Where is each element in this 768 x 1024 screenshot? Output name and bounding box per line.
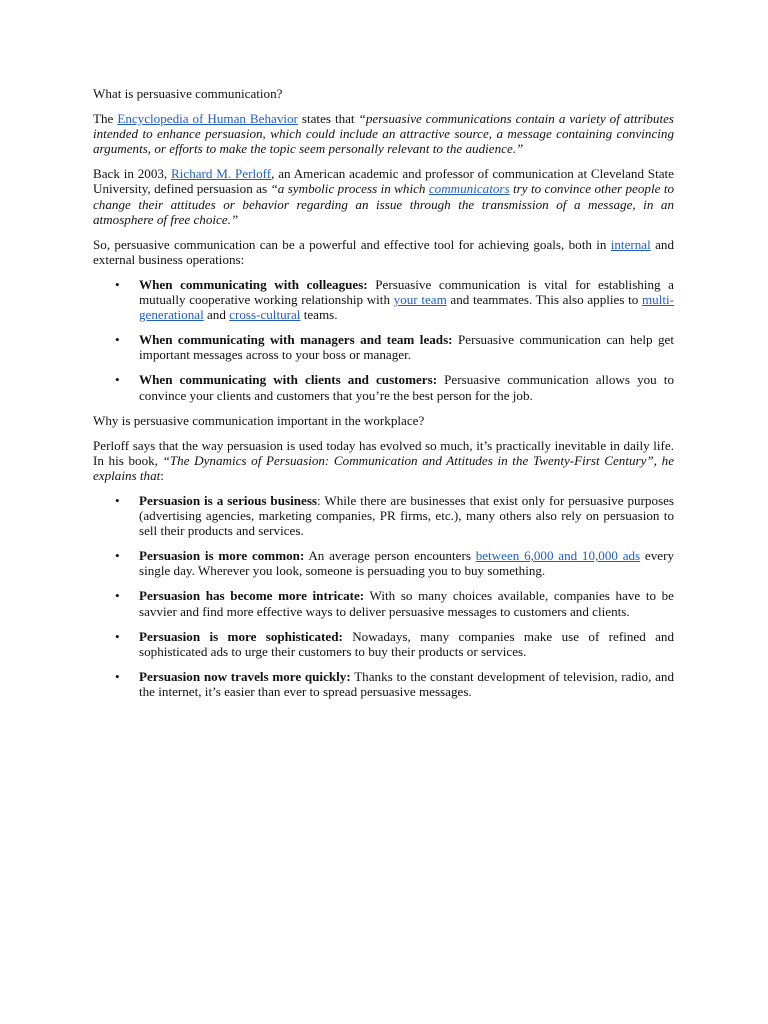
link-multi-generational[interactable]: multi-generational	[139, 292, 674, 323]
bullet-icon: •	[115, 628, 120, 644]
link-internal[interactable]: internal	[610, 236, 651, 252]
paragraph-perloff-definition: Back in 2003, Richard M. Perloff, an American academic and professor of communication at Cleveland State University, defined persuasion as “a symbolic process in which communicators try to convince other people to change their attitudes or behavior regarding an issue through the transmission of a message, in an atmosphere of free choice.”	[93, 166, 674, 227]
list-item-more-sophisticated: • Persuasion is more sophisticated: Nowadays, many companies make use of refined and sophisticated ads to urge their customers to buy their products or services.	[115, 628, 674, 659]
paragraph-encyclopedia-definition: The Encyclopedia of Human Behavior states that “persuasive communications contain a variety of attributes intended to enhance persuasion, which could include an attractive source, a message containing convincing arguments, or efforts to make the topic seem personally relevant to the audience.”	[93, 111, 674, 157]
bullet-icon: •	[115, 332, 120, 348]
link-richard-m-perloff[interactable]: Richard M. Perloff	[171, 166, 272, 182]
bullet-icon: •	[115, 492, 120, 508]
bullet-icon: •	[115, 548, 120, 564]
list-item-managers: • When communicating with managers and team leads: Persuasive communication can help get important messages across to your boss or manager.	[115, 332, 674, 363]
list-item-more-intricate: • Persuasion has become more intricate: With so many choices available, companies have to be savvier and find more effective ways to deliver persuasive messages to customers and clients.	[115, 588, 674, 619]
link-your-team[interactable]: your team	[393, 292, 447, 308]
link-encyclopedia-of-human-behavior[interactable]: Encyclopedia of Human Behavior	[117, 111, 298, 127]
paragraph-powerful-tool: So, persuasive communication can be a powerful and effective tool for achieving goals, both in internal and external business operations:	[93, 236, 674, 267]
bullet-icon: •	[115, 276, 120, 292]
list-item-colleagues: • When communicating with colleagues: Persuasive communication is vital for establishing a mutually cooperative working relationship with your team and teammates. This also applies to multi-generational and cross-cultural teams.	[115, 276, 674, 323]
quote-encyclopedia: “persuasive communications contain a variety of attributes intended to enhance persuasion, which could include an attractive source, a message containing convincing arguments, or efforts to make the topic seem personally relevant to the audience.”	[93, 111, 674, 157]
document-body	[93, 86, 674, 709]
quote-perloff-b: try to convince other people to change their attitudes or behavior regarding an issue through the transmission of a message, in an atmosphere of free choice.”	[93, 181, 674, 227]
heading-why-important: Why is persuasive communication important in the workplace?	[93, 412, 425, 428]
list-item-clients: • When communicating with clients and customers: Persuasive communication allows you to convince your clients and customers that you’re the best person for the job.	[115, 372, 674, 403]
bullet-icon: •	[115, 372, 120, 388]
heading-what-is-persuasive-communication: What is persuasive communication?	[93, 86, 283, 101]
list-communication-contexts	[93, 277, 674, 403]
quote-perloff-a: “a symbolic process in which	[270, 181, 429, 197]
link-communicators[interactable]: communicators	[428, 181, 510, 197]
link-ads-per-day[interactable]: between 6,000 and 10,000 ads	[475, 548, 641, 564]
bullet-icon: •	[115, 668, 120, 684]
list-item-travels-quickly: • Persuasion now travels more quickly: Thanks to the constant development of television, radio, and the internet, it’s easier than ever to spread persuasive messages.	[115, 668, 675, 699]
book-title: “The Dynamics of Persuasion: Communication and Attitudes in the Twenty-First Century”, he explains that	[93, 452, 675, 483]
list-persuasion-facts	[93, 493, 674, 699]
list-item-more-common: • Persuasion is more common: An average person encounters between 6,000 and 10,000 ads every single day. Wherever you look, someone is persuading you to buy something.	[115, 548, 674, 579]
paragraph-perloff-book: Perloff says that the way persuasion is used today has evolved so much, it’s practically inevitable in daily life. In his book, “The Dynamics of Persuasion: Communication and Attitudes in the Twenty-First Century”, he explains that:	[93, 437, 675, 483]
bullet-icon: •	[115, 588, 120, 604]
list-item-serious-business: • Persuasion is a serious business: While there are businesses that exist only for persuasive purposes (advertising agencies, marketing companies, PR firms, etc.), many others also rely on persuasion to sell their products and services.	[115, 492, 674, 539]
link-cross-cultural[interactable]: cross-cultural	[229, 307, 301, 323]
